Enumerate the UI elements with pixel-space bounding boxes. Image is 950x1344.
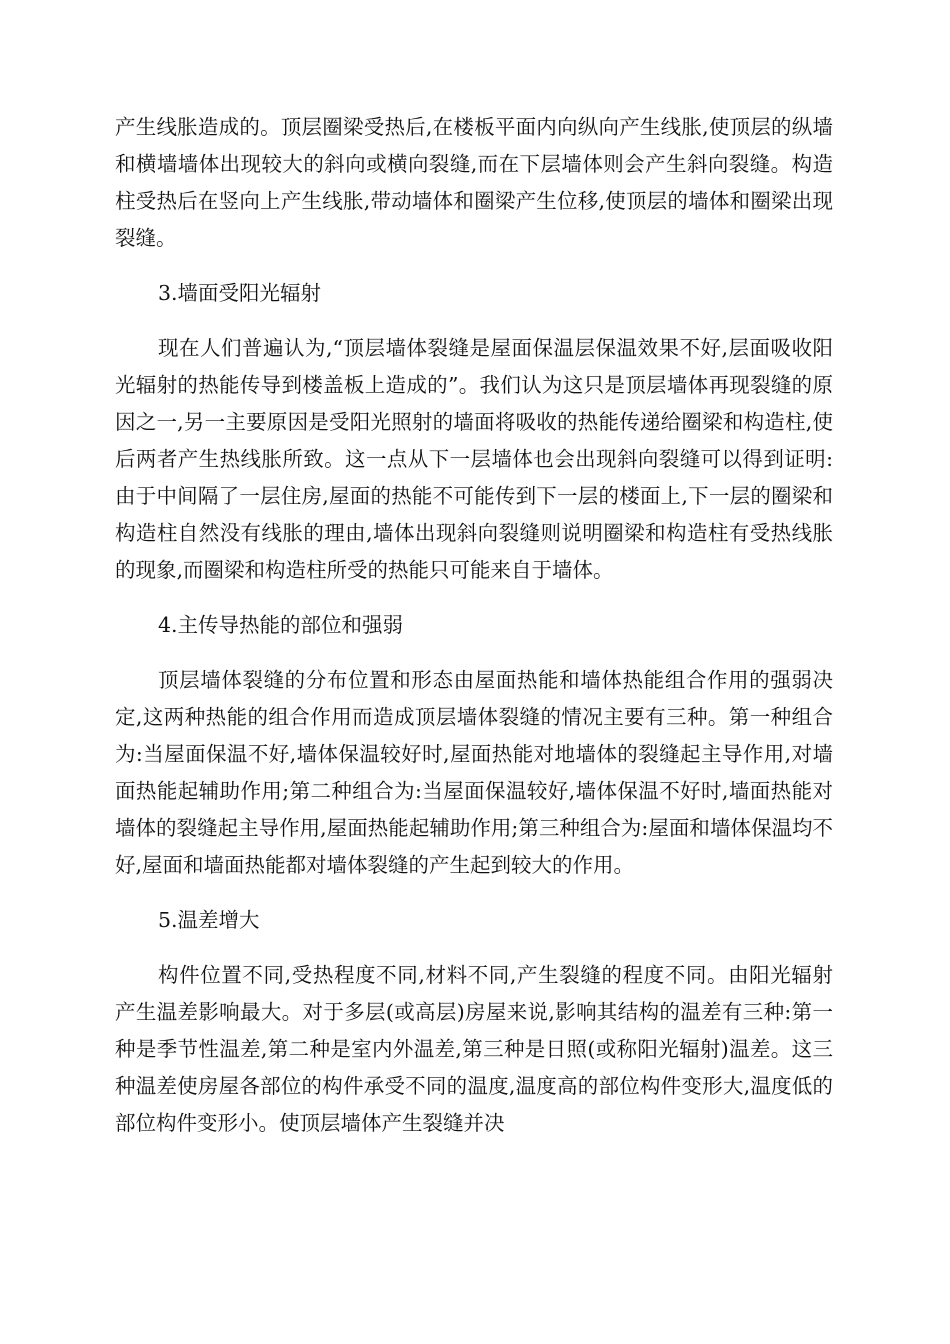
paragraph-2: 现在人们普遍认为,“顶层墙体裂缝是屋面保温层保温效果不好,层面吸收阳光辐射的热能传导到楼盖板上造成的”。我们认为这只是顶层墙体再现裂缝的原因之一,另一主要原因是受阳光照射的墙面将吸收的热能传递给圈梁和构造柱,使后两者产生热线胀所致。这一点从下一层墙体也会出现斜向裂缝可以得到证明:由于中间隔了一层住房,屋面的热能不可能传到下一层的楼面上,下一层的圈梁和构造柱自然没有线胀的理由,墙体出现斜向裂缝则说明圈梁和构造柱有受热线胀的现象,而圈梁和构造柱所受的热能只可能来自于墙体。 [115,336,833,582]
paragraph-1: 产生线胀造成的。顶层圈梁受热后,在楼板平面内向纵向产生线胀,使顶层的纵墙和横墙墙体出现较大的斜向或横向裂缝,而在下层墙体则会产生斜向裂缝。构造柱受热后在竖向上产生线胀,带动墙体和圈梁产生位移,使顶层的墙体和圈梁出现裂缝。 [115,115,833,250]
paragraph-4: 构件位置不同,受热程度不同,材料不同,产生裂缝的程度不同。由阳光辐射产生温差影响最大。对于多层(或高层)房屋来说,影响其结构的温差有三种:第一种是季节性温差,第二种是室内外温差,第三种是日照(或称阳光辐射)温差。这三种温差使房屋各部位的构件承受不同的温度,温度高的部位构件变形大,温度低的部位构件变形小。使顶层墙体产生裂缝并决 [115,963,833,1135]
section-heading-5: 5.温差增大 [158,908,260,932]
document-page [115,109,833,1160]
section-heading-4: 4.主传导热能的部位和强弱 [158,613,404,637]
section-heading-3: 3.墙面受阳光辐射 [158,281,322,305]
paragraph-3: 顶层墙体裂缝的分布位置和形态由屋面热能和墙体热能组合作用的强弱决定,这两种热能的组合作用而造成顶层墙体裂缝的情况主要有三种。第一种组合为:当屋面保温不好,墙体保温较好时,屋面热能对地墙体的裂缝起主导作用,对墙面热能起辅助作用;第二种组合为:当屋面保温较好,墙体保温不好时,墙面热能对墙体的裂缝起主导作用,屋面热能起辅助作用;第三种组合为:屋面和墙体保温均不好,屋面和墙面热能都对墙体裂缝的产生起到较大的作用。 [115,668,833,877]
